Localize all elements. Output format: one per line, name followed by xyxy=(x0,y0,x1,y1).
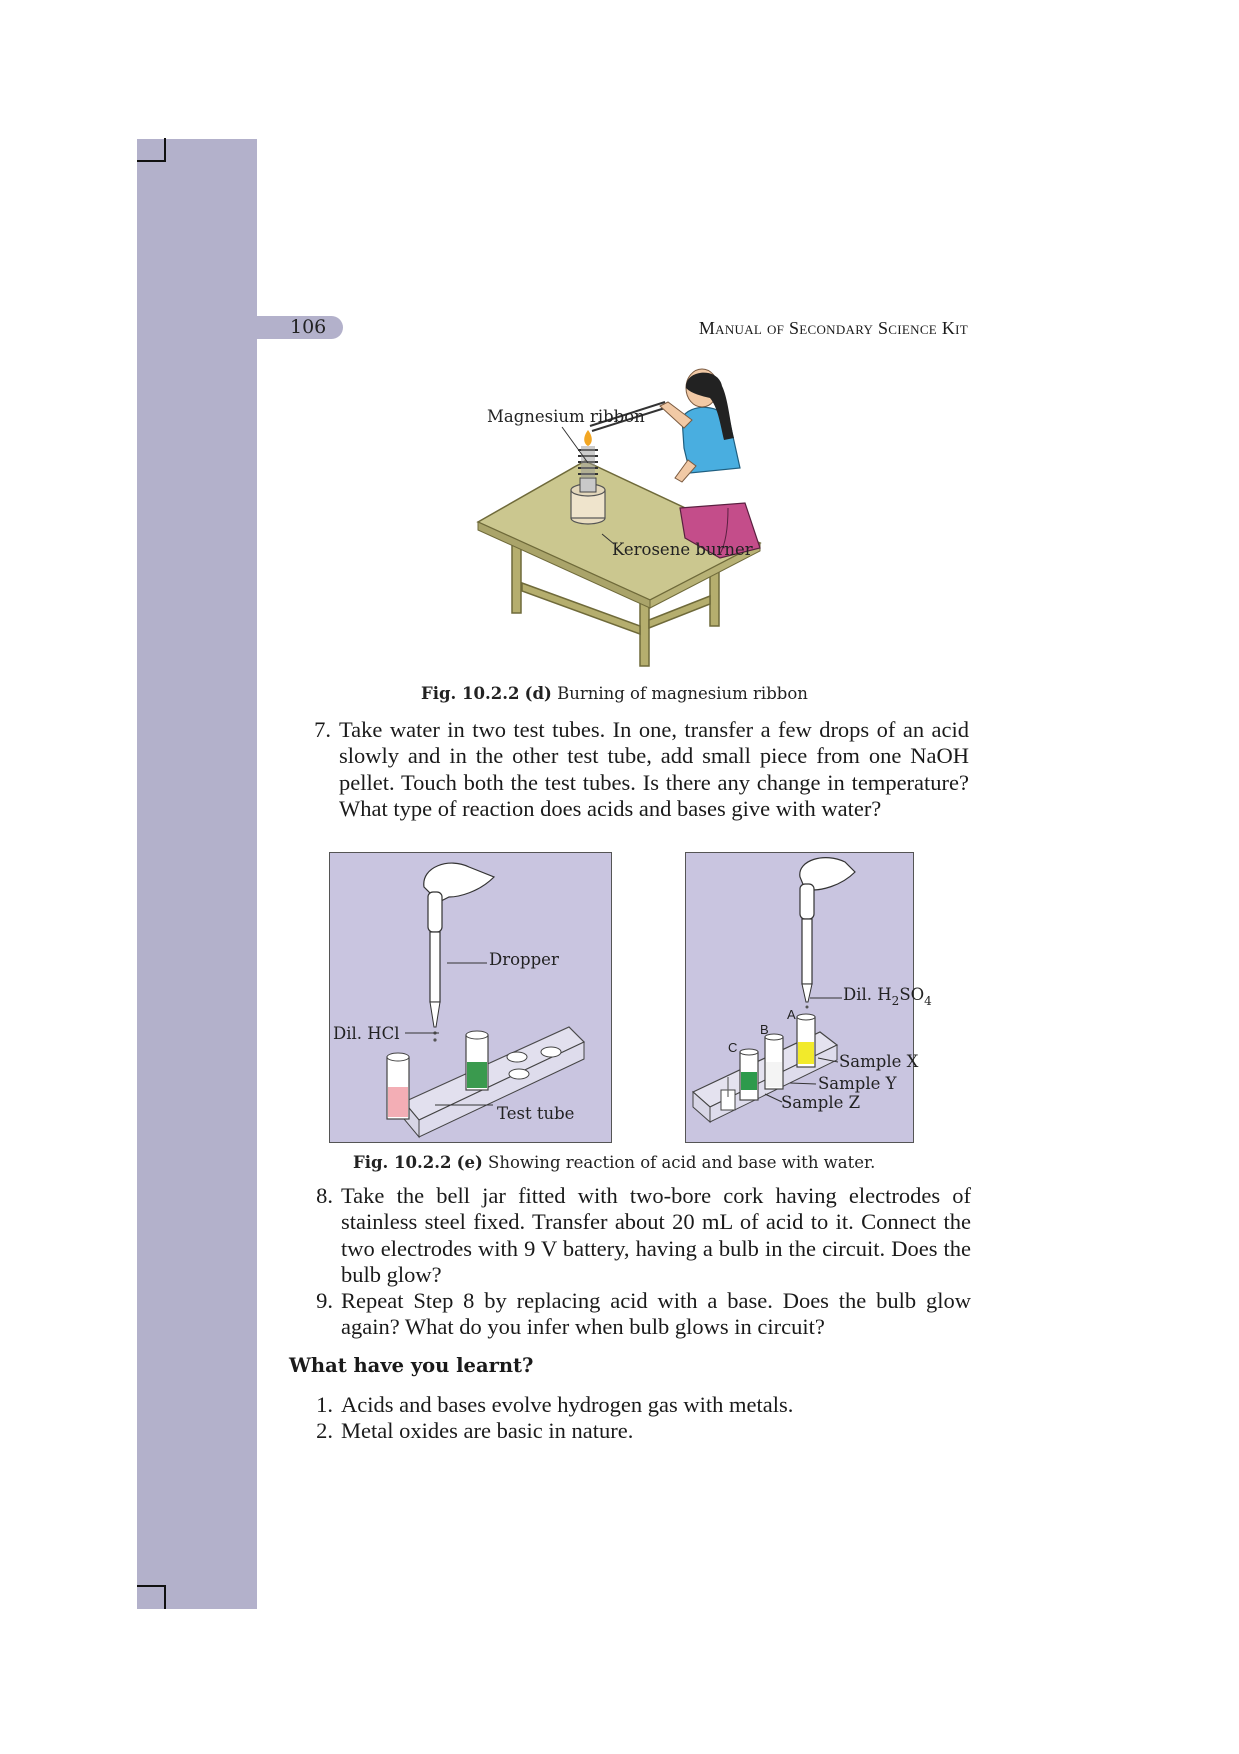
label-dil-h2so4-mid: SO xyxy=(899,985,925,1004)
learnt-text: Acids and bases evolve hydrogen gas with metals. xyxy=(341,1392,794,1417)
label-magnesium-ribbon: Magnesium ribbon xyxy=(487,407,645,426)
label-sample-y: Sample Y xyxy=(818,1074,897,1093)
page-sidebar-band xyxy=(137,139,257,1609)
list-item xyxy=(303,1183,971,1288)
figure-e-caption-text: Showing reaction of acid and base with water. xyxy=(488,1153,876,1172)
label-dil-hcl: Dil. HCl xyxy=(333,1024,400,1043)
step-text: Take the bell jar fitted with two-bore cork having electrodes of stainless steel fixed. Transfer about 20 mL of acid to it. Connect the two electrodes with 9 V battery, having a bulb in the circuit. Does the bulb glow? xyxy=(341,1183,971,1287)
list-item xyxy=(303,1418,971,1444)
procedure-steps-a xyxy=(301,717,969,822)
label-test-tube: Test tube xyxy=(497,1104,575,1123)
running-head: Manual of Secondary Science Kit xyxy=(698,318,968,338)
right-leader-lines xyxy=(760,990,850,1110)
step-text: Take water in two test tubes. In one, transfer a few drops of an acid slowly and in the other test tube, add small piece from one NaOH pellet. Touch both the test tubes. Is there any change in temperature? What type of reaction does acids and bases give with water? xyxy=(339,717,969,821)
figure-d-caption-text: Burning of magnesium ribbon xyxy=(557,684,808,703)
step-number: 7. xyxy=(314,717,331,742)
leader-line-burner xyxy=(600,532,620,552)
label-dil-h2so4-sub2: 4 xyxy=(924,994,932,1008)
crop-mark-bottom xyxy=(137,1585,166,1609)
list-item xyxy=(303,1392,971,1418)
label-dil-h2so4-prefix: Dil. H xyxy=(843,985,892,1004)
page-number: 106 xyxy=(290,316,327,338)
figure-e-caption-number: Fig. 10.2.2 xyxy=(353,1153,452,1172)
learnt-number: 2. xyxy=(316,1418,333,1444)
figure-d-caption xyxy=(421,684,808,703)
label-dil-h2so4 xyxy=(843,985,932,1008)
step-text: Repeat Step 8 by replacing acid with a base. Does the bulb glow again? What do you infer when bulb glows in circuit? xyxy=(341,1288,971,1340)
figure-d-caption-number: Fig. 10.2.2 xyxy=(421,684,520,703)
label-sample-x: Sample X xyxy=(839,1052,919,1071)
label-sample-z: Sample Z xyxy=(781,1093,861,1112)
label-dropper: Dropper xyxy=(489,950,559,969)
step-number: 8. xyxy=(316,1183,333,1208)
label-tube-b: B xyxy=(760,1022,769,1037)
crop-mark-top xyxy=(137,138,166,162)
section-heading-learnt: What have you learnt? xyxy=(289,1354,534,1377)
leader-line-ribbon xyxy=(560,425,620,465)
figure-d-caption-tag: (d) xyxy=(524,684,552,703)
label-tube-a: A xyxy=(787,1007,796,1022)
step-number: 9. xyxy=(316,1288,333,1314)
list-item xyxy=(301,717,969,822)
left-leader-lines xyxy=(405,960,515,1110)
label-dil-h2so4-sub1: 2 xyxy=(891,994,900,1008)
figure-e-caption-tag: (e) xyxy=(456,1153,483,1172)
learnt-text: Metal oxides are basic in nature. xyxy=(341,1418,634,1444)
label-tube-c: C xyxy=(728,1040,738,1055)
procedure-steps-b xyxy=(303,1183,971,1341)
learnt-number: 1. xyxy=(316,1392,333,1417)
figure-e-caption xyxy=(353,1153,875,1172)
list-item xyxy=(303,1288,971,1341)
learnt-list xyxy=(303,1392,971,1445)
label-kerosene-burner: Kerosene burner xyxy=(612,540,753,559)
